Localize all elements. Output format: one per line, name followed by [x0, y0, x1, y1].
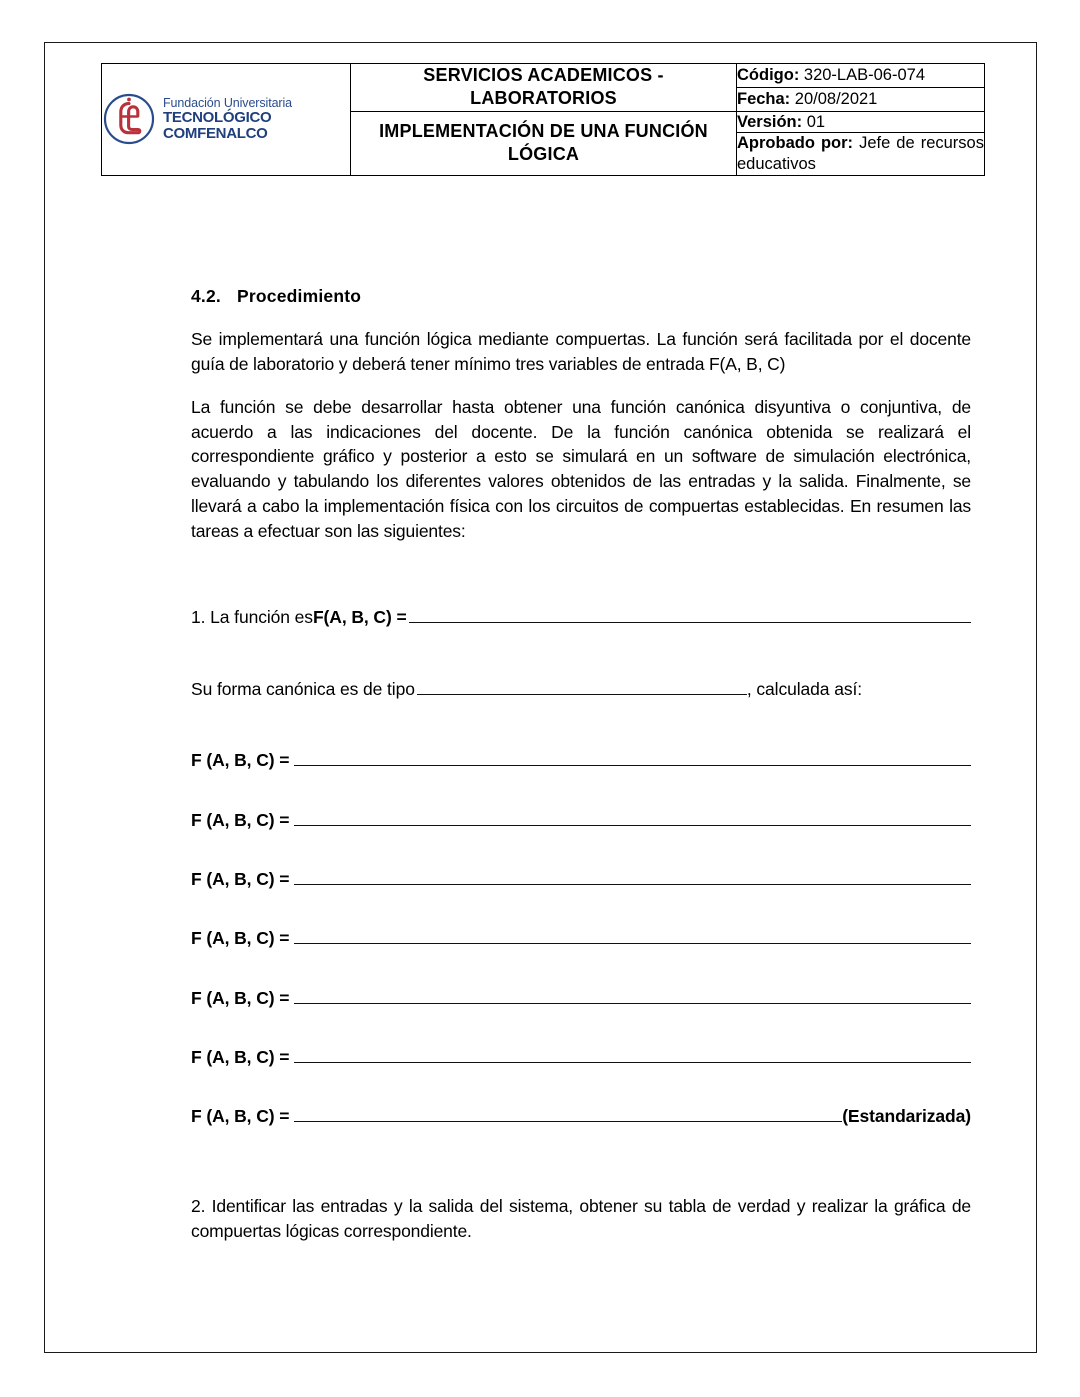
canonical-blank-field[interactable]	[417, 677, 747, 695]
fecha-label: Fecha:	[737, 90, 791, 109]
equation-blank-7[interactable]	[294, 1105, 842, 1123]
header-title-bottom: IMPLEMENTACIÓN DE UNA FUNCIÓN LÓGICA	[379, 120, 708, 165]
canonical-form-row	[191, 677, 971, 700]
equation-row-4	[191, 927, 971, 950]
equation-blank-4[interactable]	[294, 927, 971, 945]
canonical-prefix: Su forma canónica es de tipo	[191, 678, 415, 699]
equation-blank-6[interactable]	[294, 1045, 971, 1063]
header-title-bottom-cell	[351, 111, 737, 175]
equation-label-6: F (A, B, C) =	[191, 1047, 290, 1067]
logo-wordmark	[163, 96, 350, 144]
equation-label-1: F (A, B, C) =	[191, 750, 290, 771]
logo-line-2: TECNOLÓGICO COMFENALCO	[163, 108, 272, 143]
item-1-function-label: F(A, B, C) =	[312, 607, 407, 628]
equation-row-6	[191, 1045, 971, 1068]
equation-blank-2[interactable]	[294, 808, 971, 826]
fecha-value: 20/08/2021	[794, 90, 878, 109]
estandarizada-note: (Estandarizada)	[842, 1106, 971, 1127]
logo-cell	[102, 64, 351, 176]
paragraph-1: Se implementará una función lógica mediante compuertas. La función será facilitada por el docente guía de laboratorio y deberá tener mínimo tres variables de entrada F(A, B, C)	[191, 329, 971, 374]
version-cell	[737, 111, 985, 133]
spacer-3	[191, 731, 971, 749]
equation-row-7	[191, 1105, 971, 1128]
paragraph-2: La función se debe desarrollar hasta obtener una función canónica disyuntiva o conjuntiva, de acuerdo a las indicaciones del docente. De la función canónica obtenida se realizará el correspondiente gráfico y posterior a esto se simulará en un software de simulación electrónica, evaluando y tabulando los diferentes valores obtenidos de las entradas y la salida. Finalmente, se llevará a cabo la implementación física con los circuitos de compuertas establecidas. En resumen las tareas a efectuar son las siguientes:	[191, 396, 971, 541]
institution-logo	[102, 83, 350, 155]
equation-blank-3[interactable]	[294, 867, 971, 885]
item-1-function-row	[191, 606, 971, 629]
equation-label-4: F (A, B, C) =	[191, 928, 290, 949]
document-body	[191, 286, 971, 1244]
section-number: 4.2.	[191, 286, 221, 306]
codigo-label: Código:	[737, 66, 800, 85]
equation-label-3: F (A, B, C) =	[191, 868, 290, 889]
header-row-1	[102, 64, 985, 88]
aprobado-label: Aprobado por:	[737, 134, 854, 153]
equation-row-1	[191, 749, 971, 772]
equation-blank-1[interactable]	[294, 749, 971, 767]
codigo-value: 320-LAB-06-074	[803, 66, 925, 85]
equation-label-7: F (A, B, C) =	[191, 1106, 290, 1127]
comfenalco-bell-emblem-icon	[102, 92, 156, 146]
section-heading	[191, 286, 971, 307]
logo-line-1: Fundación Universitaria	[163, 95, 293, 110]
section-title: Procedimiento	[237, 286, 362, 306]
canonical-suffix: , calculada así:	[746, 678, 863, 699]
fecha-cell	[737, 87, 985, 111]
equation-blank-5[interactable]	[294, 986, 971, 1004]
equation-row-2	[191, 808, 971, 831]
codigo-cell	[737, 64, 985, 88]
aprobado-cell	[737, 133, 985, 175]
version-value: 01	[806, 112, 826, 131]
item-1-blank-field[interactable]	[409, 606, 971, 624]
equation-row-3	[191, 867, 971, 890]
aprobado-value: Jefe de recursos educativos	[737, 134, 984, 174]
equation-row-5	[191, 986, 971, 1009]
version-label: Versión:	[737, 112, 803, 131]
equation-label-5: F (A, B, C) =	[191, 987, 290, 1008]
equation-label-2: F (A, B, C) =	[191, 809, 290, 830]
spacer-2	[191, 659, 971, 677]
document-header-table	[101, 63, 985, 176]
header-title-top-cell	[351, 64, 737, 112]
item-1-prefix: 1. La función es	[191, 607, 313, 628]
item-2-text: 2. Identificar las entradas y la salida del sistema, obtener su tabla de verdad y realizar la gráfica de compuertas lógicas correspondiente.	[191, 1196, 971, 1241]
spacer-4	[191, 1164, 971, 1194]
page-border	[44, 42, 1037, 1353]
spacer-1	[191, 562, 971, 606]
header-title-top: SERVICIOS ACADEMICOS - LABORATORIOS	[423, 65, 664, 109]
